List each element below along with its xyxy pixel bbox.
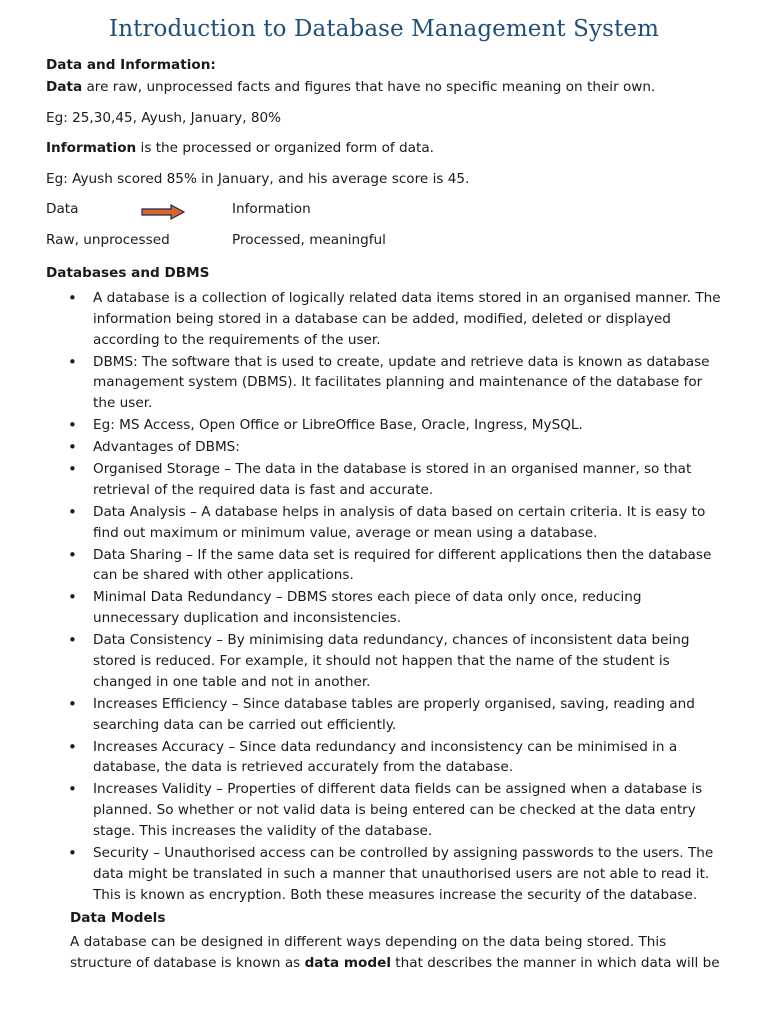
page-title: Introduction to Database Management System	[109, 16, 659, 42]
information-definition-text: is the processed or organized form of data.	[136, 140, 434, 156]
data-models-text-end: that describes the manner in which data will be	[390, 954, 720, 971]
list-item: • Security – Unauthorised access can be controlled by assigning passwords to the users. The data might be translated in such a manner that unauthorised users are not able to read it. This is known as encryption. Both these measures increase the security of the database.	[46, 843, 726, 905]
list-item: • Eg: MS Access, Open Office or LibreOffice Base, Oracle, Ingress, MySQL.	[46, 415, 726, 436]
list-item: • Data Sharing – If the same data set is required for different applications then the database can be shared with other applications.	[46, 545, 726, 587]
information-term: Information	[46, 140, 137, 156]
data-model-term: data model	[304, 954, 391, 971]
list-item: • Increases Efficiency – Since database tables are properly organised, saving, reading and searching data can be carried out efficiently.	[46, 694, 726, 736]
list-item: • Advantages of DBMS:	[46, 437, 726, 458]
list-item: • A database is a collection of logically related data items stored in an organised manner. The information being stored in a database can be added, modified, deleted or displayed according to the requirements of the user.	[46, 288, 726, 350]
data-models-paragraph	[70, 932, 720, 974]
section-heading-data-information: Data and Information:	[46, 57, 216, 73]
data-term: Data	[46, 79, 83, 95]
right-arrow-icon	[141, 204, 185, 220]
list-item: • Data Analysis – A database helps in analysis of data based on certain criteria. It is easy to find out maximum or minimum value, average or mean using a database.	[46, 502, 726, 544]
data-example: Eg: 25,30,45, Ayush, January, 80%	[46, 110, 282, 126]
flow-left-description: Raw, unprocessed	[46, 232, 170, 248]
data-models-text-start: A database can be designed in different ways depending on the data being stored. This structure of database is known as	[70, 934, 667, 971]
list-item: • Data Consistency – By minimising data redundancy, chances of inconsistent data being stored is reduced. For example, it should not happen that the name of the student is changed in one table and not in another.	[46, 630, 726, 692]
section-heading-databases-dbms: Databases and DBMS	[46, 265, 210, 281]
information-definition	[46, 140, 434, 156]
information-example: Eg: Ayush scored 85% in January, and his average score is 45.	[46, 171, 470, 187]
data-definition	[46, 79, 655, 95]
list-item: • Increases Accuracy – Since data redundancy and inconsistency can be minimised in a database, the data is retrieved accurately from the database.	[46, 737, 726, 779]
list-item: • Organised Storage – The data in the database is stored in an organised manner, so that retrieval of the required data is fast and accurate.	[46, 459, 726, 501]
flow-right-description: Processed, meaningful	[232, 232, 386, 248]
flow-right-label: Information	[232, 201, 311, 217]
dbms-bullet-list	[46, 288, 726, 907]
list-item: • DBMS: The software that is used to create, update and retrieve data is known as database management system (DBMS). It facilitates planning and maintenance of the database for the user.	[46, 352, 726, 414]
flow-left-label: Data	[46, 201, 79, 217]
list-item: • Minimal Data Redundancy – DBMS stores each piece of data only once, reducing unnecessary duplication and inconsistencies.	[46, 587, 726, 629]
data-definition-text: are raw, unprocessed facts and figures that have no specific meaning on their own.	[82, 79, 656, 95]
list-item: • Increases Validity – Properties of different data fields can be assigned when a database is planned. So whether or not valid data is being entered can be checked at the data entry stage. This increases the validity of the database.	[46, 779, 726, 841]
section-heading-data-models: Data Models	[70, 910, 166, 926]
